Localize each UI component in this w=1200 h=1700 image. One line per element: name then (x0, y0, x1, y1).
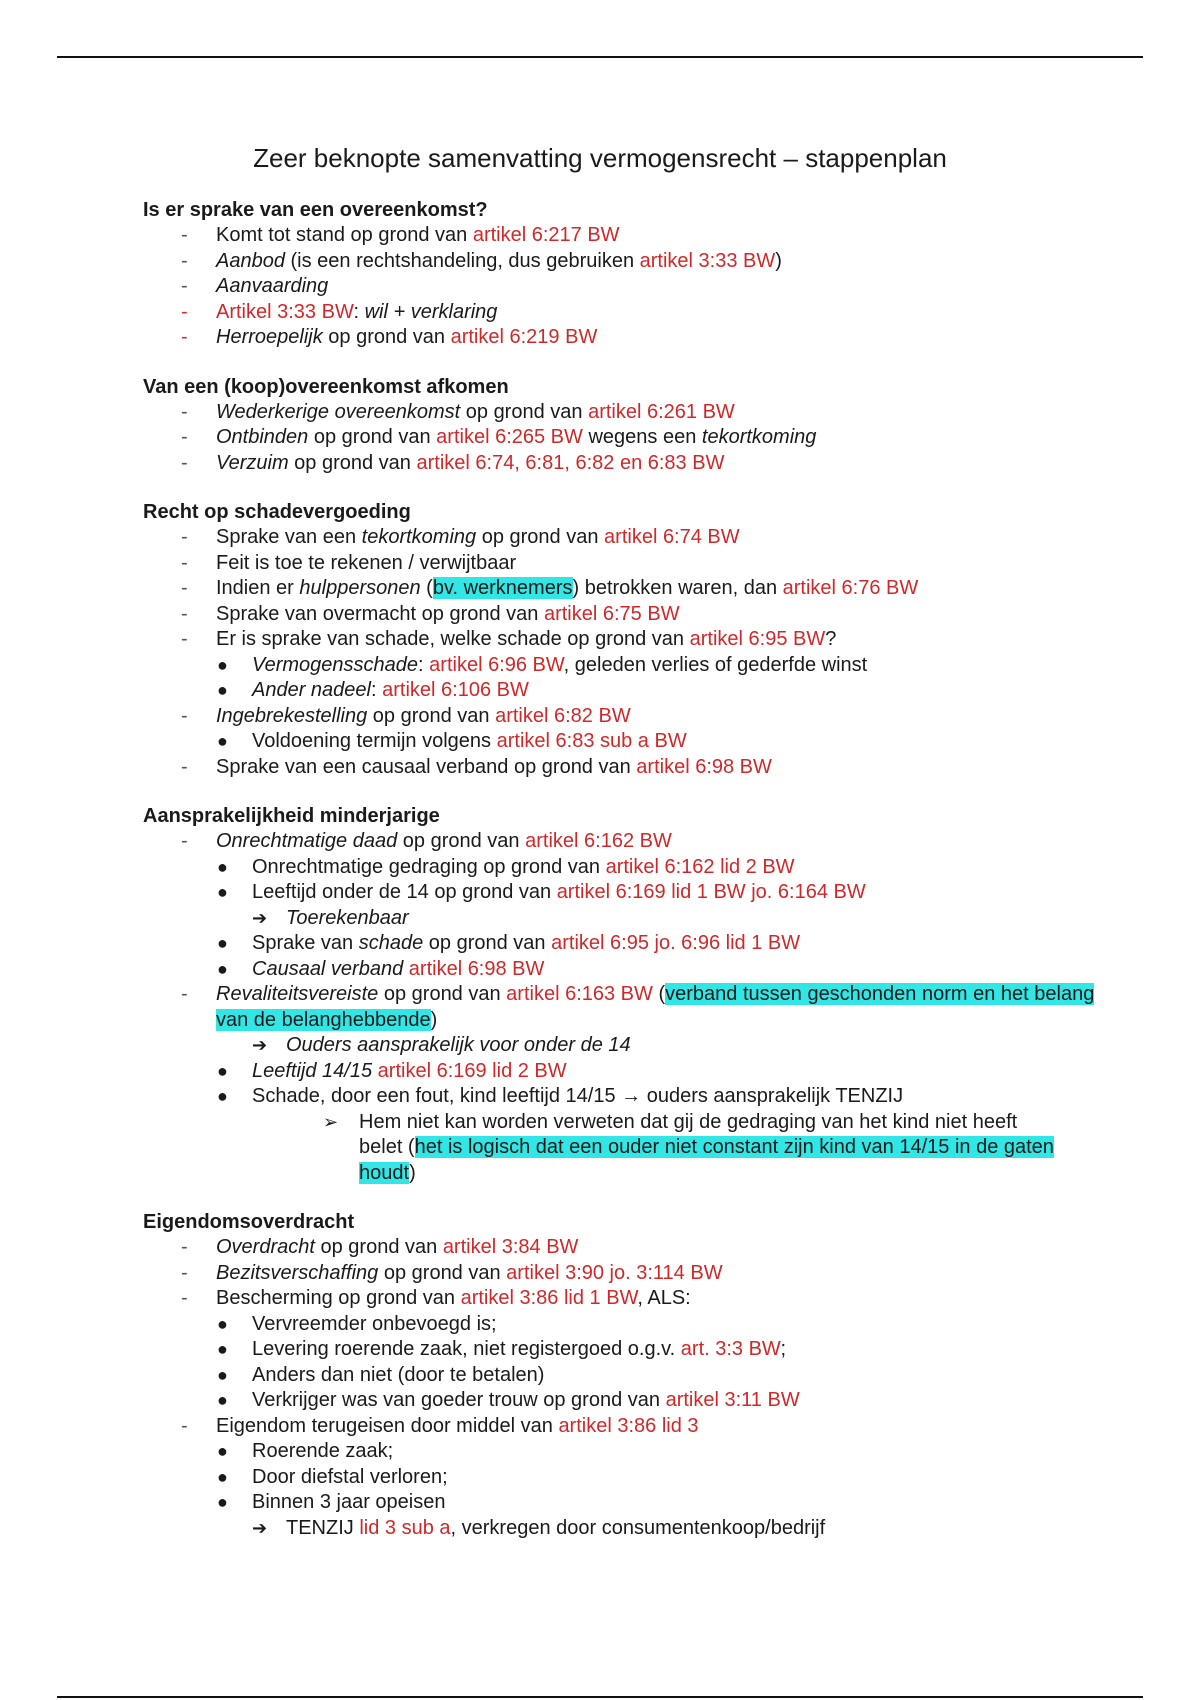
section-heading: Aansprakelijkheid minderjarige (143, 805, 440, 827)
dash-bullet: - (181, 249, 188, 272)
section-heading: Recht op schadevergoeding (143, 501, 411, 523)
arrow-right-icon: ➔ (252, 907, 268, 928)
list-item: - Revaliteitsvereiste op grond van artikel 6:163 BW (verband tussen geschonden norm en het belang van de belanghebbende) (181, 983, 1095, 1031)
bottom-rule (57, 1696, 1143, 1698)
list-subitem: ● Anders dan niet (door te betalen) (143, 1363, 1143, 1389)
dash-bullet: - (181, 755, 188, 778)
list-item: - Aanbod (is een rechtshandeling, dus gebruiken artikel 3:33 BW) (143, 249, 1143, 275)
bullet-dot: ● (217, 731, 228, 751)
list-subitem: ● Door diefstal verloren; (143, 1465, 1143, 1491)
list-subitem: ● Levering roerende zaak, niet registergoed o.g.v. art. 3:3 BW; (143, 1337, 1143, 1363)
bullet-dot: ● (217, 882, 228, 902)
highlight: verband tussen geschonden norm en het belang van de belanghebbende (216, 983, 1095, 1031)
bullet-dot: ● (217, 1086, 228, 1106)
arrow-right-icon: ➔ (252, 1035, 268, 1055)
list-item: - Overdracht op grond van artikel 3:84 BW (143, 1235, 1143, 1261)
list-item: - Onrechtmatige daad op grond van artikel 6:162 BW (143, 829, 1143, 855)
dash-bullet: - (181, 830, 188, 852)
list-item: - Indien er hulppersonen (bv. werknemers) betrokken waren, dan artikel 6:76 BW (143, 576, 1143, 602)
dash-bullet: - (181, 983, 188, 1005)
list-item: - Verzuim op grond van artikel 6:74, 6:81, 6:82 en 6:83 BW (143, 451, 1143, 477)
bullet-dot: ● (217, 933, 228, 953)
list-subitem: ● Binnen 3 jaar opeisen (143, 1490, 1143, 1516)
dash-bullet: - (181, 628, 188, 650)
arrow-item: ➔ Ouders aansprakelijk voor onder de 14 (143, 1033, 1143, 1059)
dash-bullet: - (181, 1236, 188, 1258)
bullet-dot: ● (217, 1313, 228, 1334)
list-subitem: ● Onrechtmatige gedraging op grond van artikel 6:162 lid 2 BW (143, 855, 1143, 881)
list-subsubitem: ➢ Hem niet kan worden verweten dat gij de gedraging van het kind niet heeft belet (het is logisch dat een ouder niet constant zijn kind van 14/15 in de gaten houdt) (323, 1110, 1054, 1184)
bullet-dot: ● (217, 1466, 228, 1487)
dash-bullet: - (181, 400, 188, 423)
list-item: - Komt tot stand op grond van artikel 6:217 BW (143, 223, 1143, 249)
dash-bullet: - (181, 1287, 188, 1309)
list-subitem: ● Sprake van schade op grond van artikel 6:95 jo. 6:96 lid 1 BW (143, 931, 1143, 957)
dash-bullet: - (181, 551, 188, 574)
bullet-dot: ● (217, 1339, 228, 1359)
dash-bullet: - (181, 1261, 188, 1284)
highlight: bv. werknemers (432, 577, 573, 599)
list-item: - Er is sprake van schade, welke schade op grond van artikel 6:95 BW? (143, 627, 1143, 653)
list-item: - Sprake van een causaal verband op grond van artikel 6:98 BW (143, 755, 1143, 781)
bullet-dot: ● (217, 1060, 228, 1081)
list-item: - Sprake van een tekortkoming op grond van artikel 6:74 BW (143, 525, 1143, 551)
section-heading: Van een (koop)overeenkomst afkomen (143, 375, 509, 398)
list-item: - Ontbinden op grond van artikel 6:265 BW wegens een tekortkoming (143, 425, 1143, 451)
list-item: - Aanvaarding (143, 274, 1143, 300)
list-subitem: ● Vervreemder onbevoegd is; (143, 1312, 1143, 1338)
list-subitem: ● Vermogensschade: artikel 6:96 BW, geleden verlies of gederfde winst (143, 653, 1143, 679)
bullet-dot: ● (217, 1390, 228, 1410)
arrow-item: ➔ TENZIJ lid 3 sub a, verkregen door consumentenkoop/bedrijf (143, 1516, 1143, 1542)
dash-bullet: - (181, 602, 188, 625)
section-overeenkomst (143, 198, 1143, 351)
list-item: - Ingebrekestelling op grond van artikel 6:82 BW (143, 704, 1143, 730)
section-eigendomsoverdracht (143, 1210, 1143, 1541)
list-subitem: ● Roerende zaak; (143, 1439, 1143, 1465)
list-subitem: ● Causaal verband artikel 6:98 BW (143, 957, 1143, 983)
list-subitem: ● Verkrijger was van goeder trouw op grond van artikel 3:11 BW (143, 1388, 1143, 1414)
dash-bullet: - (181, 1414, 188, 1437)
list-subitem: ● Schade, door een fout, kind leeftijd 14/15 → ouders aansprakelijk TENZIJ (143, 1084, 1143, 1110)
dash-bullet: - (181, 451, 188, 474)
dash-bullet: - (181, 526, 188, 548)
section-minderjarige (143, 804, 1143, 1186)
bullet-dot: ● (217, 1492, 228, 1512)
bullet-dot: ● (217, 1364, 228, 1385)
dash-bullet: - (181, 426, 188, 448)
section-koopovereenkomst (143, 375, 1143, 477)
arrow-right-icon: ➔ (252, 1517, 268, 1538)
list-item: - Feit is toe te rekenen / verwijtbaar (143, 551, 1143, 577)
arrowhead-bullet-icon: ➢ (323, 1111, 339, 1132)
section-schadevergoeding (143, 500, 1143, 780)
list-item: - Wederkerige overeenkomst op grond van artikel 6:261 BW (143, 400, 1143, 426)
document-body (143, 198, 1143, 1565)
bullet-dot: ● (217, 680, 228, 700)
section-heading: Eigendomsoverdracht (143, 1211, 355, 1233)
list-item: - Sprake van overmacht op grond van artikel 6:75 BW (143, 602, 1143, 628)
list-subitem: ● Ander nadeel: artikel 6:106 BW (143, 678, 1143, 704)
highlight: het is logisch dat een ouder niet constant zijn kind van 14/15 in de gaten houdt (359, 1136, 1054, 1184)
bullet-dot: ● (217, 958, 228, 979)
list-item: - Artikel 3:33 BW: wil + verklaring (143, 300, 1143, 326)
bullet-dot: ● (217, 856, 228, 877)
dash-bullet: - (181, 275, 188, 297)
page-title: Zeer beknopte samenvatting vermogensrecht – stappenplan (253, 143, 947, 173)
list-item: - Bescherming op grond van artikel 3:86 lid 1 BW, ALS: (143, 1286, 1143, 1312)
bullet-dot: ● (217, 654, 228, 675)
bullet-dot: ● (217, 1441, 228, 1461)
list-subitem: ● Leeftijd 14/15 artikel 6:169 lid 2 BW (143, 1059, 1143, 1085)
list-subitem: ● Leeftijd onder de 14 op grond van artikel 6:169 lid 1 BW jo. 6:164 BW (143, 880, 1143, 906)
dash-bullet: - (181, 577, 188, 599)
list-item: - Eigendom terugeisen door middel van artikel 3:86 lid 3 (143, 1414, 1143, 1440)
dash-bullet: - (181, 326, 188, 348)
section-heading: Is er sprake van een overeenkomst? (143, 199, 488, 221)
top-rule (57, 56, 1143, 58)
arrow-item: ➔ Toerekenbaar (143, 906, 1143, 932)
list-item: - Herroepelijk op grond van artikel 6:219 BW (143, 325, 1143, 351)
list-item: - Bezitsverschaffing op grond van artikel 3:90 jo. 3:114 BW (143, 1261, 1143, 1287)
list-subitem: ● Voldoening termijn volgens artikel 6:83 sub a BW (143, 729, 1143, 755)
dash-bullet: - (181, 300, 188, 323)
dash-bullet: - (181, 704, 188, 727)
dash-bullet: - (181, 224, 188, 246)
